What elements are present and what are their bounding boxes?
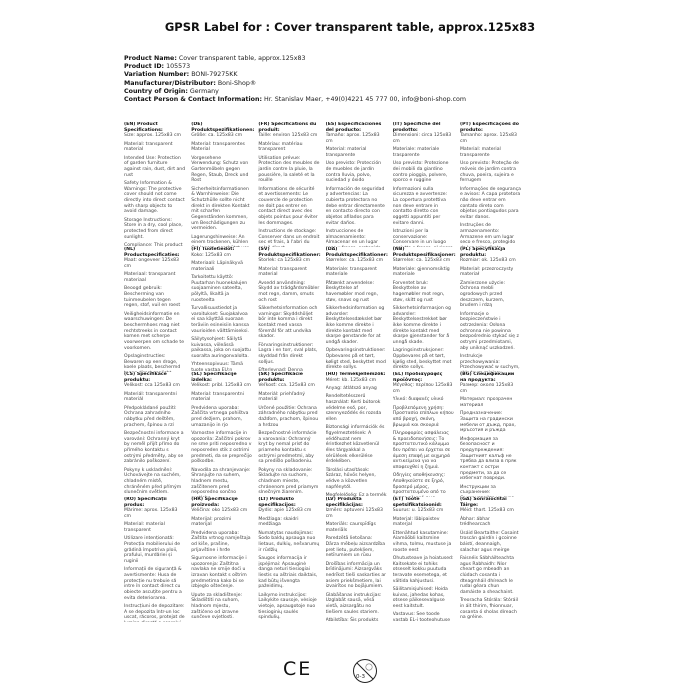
spec-paragraph: Material: material transparente — [325, 147, 367, 159]
spec-paragraph: Uso previsto: Protezione dei mobili da giardino contro pioggia, polvere, sporco e ruggine — [392, 161, 449, 184]
spec-paragraph: Méret: kb. 125x83 cm — [325, 377, 377, 383]
spec-paragraph: Rendeltetésszerű használat: Kerti bútorok védelme eső, por, szennyeződés és rozsda ellen — [325, 394, 382, 422]
spec-paragraph: Ettenähtud kasutamine: Aiamööbli kaitsmine vihma, tolmu, mustuse ja rooste eest — [392, 530, 452, 553]
info-value: Germany — [189, 87, 219, 95]
spec-paragraph: Intended Use: Protection of garden furniture against rain, dust, dirt and rust — [124, 155, 186, 178]
spec-cell — [460, 497, 527, 622]
spec-heading: (HU) Termékjellemzők: — [325, 372, 386, 377]
spec-heading: (LV) Produkta specifikācijas: — [325, 497, 363, 508]
spec-heading: (NB) Produktspesifikasjoner: — [392, 247, 456, 258]
spec-paragraph: Información de seguridad y advertencias: La cubierta protectora no debe entrar directamente en contacto directo con objetos afilados para evitar daños. — [325, 186, 385, 226]
spec-paragraph: Förvaringsinstruktioner: Lagra i en torr, sval plats, skyddad från direkt solljus. — [258, 342, 318, 365]
spec-paragraph: Material: material transparente — [459, 147, 501, 159]
spec-cell — [393, 247, 460, 372]
spec-paragraph: Instrucțiuni de depozitare: A se depozita într-un loc uscat, răcoros, protejat de — [124, 603, 185, 621]
spec-paragraph: Faisnéis Sábháilteachta agus Rabhaidh: Níor cheart go mbeadh an clúdach cosanta i dteagmháil dhíreach le rudaí géara chun damáiste a sheachaint. — [459, 555, 514, 596]
spec-paragraph: Πληροφορίες ασφάλειας & προειδοποιήσεις: Το προστατευτικό κάλυμμα δεν πρέπει να έρχεται σε άμεση επαφή με αιχμηρά αντικείμενα για να αποφευχθεί η ζημιά. — [392, 430, 451, 471]
spec-cell — [326, 122, 393, 247]
spec-paragraph: Utilisation prévue: Protection des meubles de jardin contre la pluie, la poussière, la saleté et la rouille — [258, 155, 320, 184]
spec-paragraph: Izmērs: aptuveni 125x83 cm — [325, 508, 383, 520]
spec-paragraph: Материал: прозрачен материал — [459, 397, 513, 409]
spec-paragraph: Turvallisuustiedot ja varoitukset: Suojakalvoa ei saa käyttää suoraan teräviin esineisiin kanssa vaurioiden välttämiseksi. — [191, 305, 249, 334]
spec-cell — [527, 372, 594, 497]
info-value: 105573 — [166, 63, 191, 71]
spec-paragraph: Информация за безопасност и предупреждения: Защитният калъф не трябва да влиза в пряк контакт с остри предмети, за да се избегнат повреди. — [459, 436, 517, 482]
info-label: Country of Origin: — [124, 87, 188, 95]
page-title: GPSR Label for : Cover transparent table, approx.125x83 — [164, 20, 536, 34]
spec-paragraph: Predviđena uporaba: Zaštita vrtnog namještaja od kiše, prašine, prljavštine i hrđe — [191, 530, 251, 553]
spec-paragraph: Инструкции за съхранение: — [459, 484, 496, 496]
spec-paragraph: Informații de siguranță & avertismente: Husa de protecție nu trebuie să intre în contact direct cu obiecte ascuțite pentru a evita deteriorarea. — [124, 567, 182, 601]
spec-paragraph: Materijal: prozirni materijal — [191, 516, 232, 528]
info-label: Variation Number: — [124, 71, 190, 79]
spec-heading: (GA) Sonraíochtaí Táirge: — [459, 497, 507, 508]
spec-paragraph: Размер: около 125x83 cm — [459, 383, 514, 395]
spec-paragraph: Koko: 125x83 cm — [191, 252, 231, 258]
info-row — [124, 63, 466, 71]
spec-paragraph: Υλικό: διαφανές υλικό — [392, 397, 444, 403]
spec-heading: (LT) Produkto specifikacijos: — [258, 497, 296, 508]
spec-cell — [460, 372, 527, 497]
spec-paragraph: Dydis: apie 125x83 cm — [258, 508, 312, 514]
spec-paragraph: Efterlevnad: Denna — [258, 367, 303, 372]
spec-paragraph: Megfelelőség: Ez a termék — [325, 492, 387, 497]
info-value: Cover transparent table, approx.125x83 — [178, 55, 306, 62]
spec-heading: (EN) Product Specifications: — [124, 122, 163, 133]
spec-paragraph: Οδηγίες αποθήκευσης: Αποθηκεύστε σε ξηρό, δροσερό μέρος, προστατευμένο από το — [392, 473, 446, 496]
product-info — [124, 55, 466, 104]
spec-cell — [527, 122, 594, 247]
spec-paragraph: Bezpečnostní informace a varování: Ochranný kryt by neměl přijít přímo do přímého kontaktu s ostrými předměty, aby se zabránilo poškození. — [124, 430, 184, 465]
info-row — [124, 80, 466, 88]
spec-cell — [258, 372, 325, 497]
spec-paragraph: Material: transparentes Material — [191, 141, 245, 153]
spec-paragraph: Atbilstība: Šis produkts — [325, 617, 379, 622]
spec-paragraph: Predvidena uporaba: Zaščita vrtnega pohištva pred dežjem, prahom, umazanijo in rjo — [191, 405, 249, 428]
info-value: Boni-Shop® — [217, 79, 257, 87]
spec-paragraph: Úsáid Beartaithe: Cosaint troscán gairdín i gcoinne báistí, deannaigh, salachar agus meirge — [459, 530, 519, 553]
spec-heading: (ES) Especificaciones del producto: — [325, 122, 382, 133]
spec-paragraph: Säilytysohjeet: Säilytä kuivassa, viileässä paikassa, joka on suojattu suoralta auringonvalolta. — [191, 336, 251, 359]
spec-cell — [191, 122, 258, 247]
age-warning-text: 0-3 — [356, 674, 365, 680]
spec-cell — [460, 122, 527, 247]
info-row — [124, 71, 466, 79]
spec-cell — [191, 497, 258, 622]
spec-paragraph: Materiale: materiale trasparente — [392, 147, 440, 159]
spec-heading: (DA) Produktspecifikationer: — [325, 247, 388, 258]
spec-paragraph: Compliance: This product — [124, 242, 183, 247]
spec-heading: (HR) Specifikacije proizvoda: — [191, 497, 238, 508]
spec-heading: (NL) Productspecificaties: — [124, 247, 180, 258]
spec-cell — [124, 247, 191, 372]
info-value: BONI-79275KK — [191, 71, 238, 79]
spec-paragraph: Pokyny na skladovanie: Skladujte na suchom, chladnom mieste, chránenom pred priamym slnečným žiarením. — [258, 467, 319, 496]
spec-paragraph: Istruzioni per la conservazione: Conservare in un luogo — [392, 228, 447, 246]
spec-paragraph: Taille: environ 125x83 cm — [258, 133, 318, 139]
spec-cell — [527, 247, 594, 372]
spec-paragraph: Materiał: przezroczysty materiał — [459, 266, 514, 278]
spec-paragraph: Tarkoitettu käyttö: Puutarhan huonekalujen suojaaminen sateelta, pölyltä, likaltä ja ruosteelta — [191, 274, 248, 303]
spec-paragraph: Tamanho: aprox. 125x83 cm — [459, 133, 517, 145]
spec-paragraph: Sigurnosne informacije i upozorenja: Zaštitna navlaka ne smije doći u izravan kontakt s oštrim predmetima kako bi se izbjeglo oštećenje. — [191, 555, 247, 590]
spec-paragraph: Size: approx. 125x83 cm — [124, 133, 181, 139]
spec-paragraph: Treoracha Stórála: Stóráil in áit thirim, fhionnuar, cosanta ó sholas díreach na gréine. — [459, 598, 519, 621]
spec-paragraph: Påtænkt anvendelse: Beskyttelse af havemøbler mod regn, støv, snavs og rust — [325, 280, 379, 303]
info-label: Product ID: — [124, 63, 165, 71]
spec-heading: (PL) Specyfikacja produktu: — [459, 247, 506, 258]
spec-cell — [460, 247, 527, 372]
spec-paragraph: Instrukcje przechowywania: Przechowywać w suchym, — [459, 353, 520, 371]
info-value: Hr. Stanislav Maer, +49(0)4221 45 777 00, info@boni-shop.com — [264, 96, 467, 104]
spec-paragraph: Materiaali: Läpinäkyvä materiaali — [191, 260, 243, 272]
spec-paragraph: Storlek: ca 125x83 cm — [258, 258, 311, 264]
spec-paragraph: Storage Instructions: Store in a dry, cool place, protected from direct sunlight. — [124, 217, 183, 240]
spec-paragraph: Μέγεθος: περίπου 125x83 cm — [392, 383, 453, 395]
spec-paragraph: Velikost: cca 125x83 cm — [124, 383, 180, 389]
spec-paragraph: Glabāšanas instrukcijas: Uzglabāt sausā, vēsā vietā, aizsargātu no tiešiem saules stariem. — [325, 592, 382, 615]
spec-paragraph: Предназначение: Защита на градински мебели от дъжд, прах, мръсотия и ръжда — [459, 411, 516, 434]
spec-paragraph: Safety Information & Warnings: The protective cover should not come directly into direct contact with sharp objects to avoid damage. — [124, 180, 185, 215]
info-row — [124, 96, 466, 104]
spec-paragraph: Materiale: gjennomsiktig materiale — [392, 266, 450, 278]
spec-cell — [393, 497, 460, 622]
spec-cell — [124, 372, 191, 497]
spec-heading: (RO) Specificații produs: — [124, 497, 167, 508]
spec-paragraph: Materiaal: transparant materiaal — [124, 272, 176, 284]
spec-paragraph: Yhteensopivuus: Tämä tuote vastaa EU:n — [191, 362, 243, 372]
age-warning-icon — [352, 658, 378, 684]
certification-marks — [0, 658, 700, 688]
spec-heading: (ET) Toote spetsifikatsioonid: — [392, 497, 442, 508]
spec-paragraph: Utilizare intenționată: Protecția mobilierului de grădină împotriva ploii, prafului, murdăriei și ruginii — [124, 536, 181, 565]
spec-paragraph: Sicherheitsinformationen & Warnhinweise: Die Schutzhülle sollte nicht direkt in direkten Kontakt mit scharfen Gegenständen kommen, um Beschädigungen zu vermeiden. — [191, 186, 250, 232]
spec-cell — [258, 497, 325, 622]
spec-paragraph: Material: transparent material — [124, 141, 173, 153]
spec-paragraph: Materiāls: caurspīdīgs materiāls — [325, 522, 376, 534]
language-spec-grid — [124, 122, 594, 622]
spec-paragraph: Størrelse: ca. 125x83 cm — [392, 258, 451, 264]
spec-paragraph: Drošības informācija un brīdinājumi: Aizsargvāks nedrīkst tieši saskarties ar asiem priekšmetiem, lai izvairītos no bojājumiem. — [325, 561, 387, 590]
spec-paragraph: Pokyny k uskladnění: Uchovávejte na suchém, chladném místě, chráněném před přímým slunečním světlem. — [124, 467, 182, 496]
spec-paragraph: Suurus: u. 125x83 cm — [392, 508, 444, 514]
spec-paragraph: Bezpečnostné informácie a varovania: Ochranný kryt by nemal prísť do priameho kontaktu s ostrými predmetmi, aby sa predišlo poškodeniu. — [258, 430, 317, 465]
spec-heading: (SL) Specifikacije izdelka: — [191, 372, 237, 383]
spec-paragraph: Ábhar: ábhar trédhearcach — [459, 516, 491, 528]
spec-cell — [326, 497, 393, 622]
spec-paragraph: Saugos informacija ir įspėjimai: Apsauginė danga neturi tiesiogiai liestis su aštriais daiktais, kad būtų išvengta pažeidimų. — [258, 555, 318, 590]
info-label: Product Name: — [124, 55, 177, 62]
spec-paragraph: Forventet bruk: Beskyttelse av hagemøbler mot regn, støv, skitt og rust — [392, 280, 445, 303]
spec-paragraph: Materiál: priehľadný materiál — [258, 391, 305, 403]
spec-paragraph: Materiale: transparent materiale — [325, 266, 377, 278]
spec-paragraph: Avsedd användning: Skydd av trädgårdsmöbler mot regn, damm, smuts och rost — [258, 280, 320, 303]
spec-paragraph: Instrucciones de almacenamiento: Almacenar en un lugar — [325, 228, 378, 246]
spec-paragraph: Maat: ongeveer 125x83 cm — [124, 258, 179, 270]
spec-paragraph: Mărime: aprox. 125x83 cm — [124, 508, 178, 520]
spec-heading: (FI) Tuotetiedot: — [191, 247, 235, 252]
spec-paragraph: Matériau: matériau transparent — [258, 141, 303, 153]
spec-paragraph: Lagringsinstruksjoner: Oppbevares på et tørt, kjølig sted, beskyttet mot direkte sollys. — [392, 348, 452, 371]
spec-heading: (DE) Produktspezifikationen: — [191, 122, 255, 133]
spec-paragraph: Opslaginstructies: Bewaren op een droge, koele plaats, beschermd — [124, 353, 181, 371]
spec-paragraph: Größe: ca. 125x83 cm — [191, 133, 243, 139]
spec-paragraph: Rozmiar: ok. 125x83 cm — [459, 258, 516, 264]
spec-cell — [326, 247, 393, 372]
spec-paragraph: Ohutusteave ja hoiatused: Kaitsekate ei tohiks otseselt kokku puutuda teravate esemetega, et vältida kahjustusi. — [392, 555, 454, 584]
spec-paragraph: Předpokládané použití: Ochrana zahradního nábytku před deštěm, prachem, špínou a rzí — [124, 405, 177, 428]
spec-paragraph: Vastavus: See toode vastab EL-i tooteohutuse — [392, 612, 451, 622]
spec-cell — [124, 497, 191, 622]
spec-heading: (SV) Produktspecifikationer: — [258, 247, 321, 258]
spec-paragraph: Velikost: pribl. 125x83 cm — [191, 383, 251, 389]
ce-mark-icon: CE — [283, 658, 313, 680]
spec-heading: (PT) Especificações do produto: — [459, 122, 519, 133]
spec-paragraph: Informacje o bezpieczeństwie i ostrzeżenia: Osłona ochronna nie powinna bezpośrednio stykać się z ostrymi przedmiotami, aby uniknąć uszkodzeń. — [459, 311, 519, 351]
spec-paragraph: Sikkerhedsinformation og advarsler: Beskyttelsesdækslet bør ikke komme direkte i direkte kontakt med skarpe genstande for at undgå skader. — [325, 305, 385, 346]
spec-paragraph: Informazioni sulla sicurezza e avvertenze: La copertura protettiva non deve entrare in contatto diretto con oggetti appuntiti per evitare danni. — [392, 186, 448, 226]
spec-paragraph: Navodila za shranjevanje: Shranjujte na suhem, hladnem mestu, zaščitenem pred neposredno sončno — [191, 467, 251, 496]
spec-heading: (FR) Spécifications du produit: — [258, 122, 317, 133]
info-label: Manufacturer/Distributor: — [124, 79, 216, 87]
info-label: Contact Person & Contact Information: — [124, 96, 262, 104]
spec-cell — [191, 372, 258, 497]
spec-paragraph: Méid: thart. 125x83 cm — [459, 508, 514, 514]
spec-paragraph: Material: material transparent — [124, 522, 165, 534]
spec-paragraph: Instruções de armazenamento: Armazene em um lugar seco e fresco, protegido — [459, 223, 516, 246]
spec-paragraph: Material: transparentni material — [191, 391, 244, 403]
spec-paragraph: Opbevaringsinstruktioner: Opbevares på et tørt, køligt sted, beskyttet mod direkte sollys. — [325, 348, 386, 371]
spec-paragraph: Informações de segurança e avisos: A capa protetora não deve entrar em contato direto com objetos pontiagudos para evitar danos. — [459, 186, 521, 221]
spec-heading: (BG) Спецификации на продукта: — [459, 372, 515, 383]
spec-paragraph: Numatytas naudojimas: Sodo baldų apsauga nuo lietaus, dulkių, nešvarumų ir rūdžių — [258, 530, 320, 553]
spec-cell — [393, 122, 460, 247]
spec-paragraph: Vorgesehene Verwendung: Schutz von Gartenmöbeln gegen Regen, Staub, Dreck und Rost — [191, 155, 249, 184]
spec-cell — [326, 372, 393, 497]
spec-paragraph: Materiál: transparentní materiál — [124, 391, 177, 403]
spec-heading: (IT) Specifiche del prodotto: — [392, 122, 441, 133]
spec-paragraph: Material: transparent material — [258, 266, 307, 278]
spec-paragraph: Προβλεπόμενη χρήση: Προστασία επίπλων κήπου από βροχή, σκόνη, βρωμιά και σκουριά — [392, 405, 454, 428]
spec-paragraph: Veľkosť: cca. 125x83 cm — [258, 383, 315, 389]
spec-paragraph: Tárolási utasítások: Száraz, hűvös helyen, védve a közvetlen napfénytől. — [325, 467, 376, 490]
spec-cell — [393, 372, 460, 497]
spec-paragraph: Medžiaga: skaidri medžiaga — [258, 516, 299, 528]
spec-paragraph: Instructions de stockage: Conserver dans un endroit sec et frais, à l'abri du — [258, 228, 320, 246]
spec-paragraph: Veiligheidsinformatie en waarschuwingen: De beschermhoes mag niet rechtstreeks in contact komen met scherpe voorwerpen om schade te voorkomen. — [124, 311, 185, 351]
spec-paragraph: Informations de sécurité et avertissements: Le couvercle de protection ne doit pas entrer en contact direct avec des objets pointus pour éviter les dommages. — [258, 186, 318, 226]
spec-heading: (CS) Specifikace produktu: — [124, 372, 167, 383]
spec-paragraph: Beoogd gebruik: Bescherming van tuinmeubelen tegen regen, stof, vuil en roest — [124, 286, 181, 309]
spec-paragraph: Säilitamisjuhised: Hoida kuivas, jahedas kohas, otsese päikesevalguse eest kaitstult. — [392, 586, 448, 609]
spec-cell — [124, 122, 191, 247]
spec-paragraph: Uso previsto: Protección de muebles de jardín contra lluvia, polvo, suciedad y óxido — [325, 161, 382, 184]
spec-paragraph: Uso previsto: Proteção de móveis de jardim contra chuva, poeira, sujeira e ferrugem — [459, 161, 519, 184]
spec-heading: (SK) Špecifikácie produktu: — [258, 372, 303, 383]
spec-paragraph: Sikkerhetsinformasjon og advarsler: Beskyttelsestrekket bør ikke komme direkte i direkte kontakt med skarpe gjenstander for å unngå skade. — [392, 305, 451, 346]
spec-paragraph: Størrelse: ca. 125x83 cm — [325, 258, 384, 264]
spec-cell — [258, 122, 325, 247]
spec-heading: (EL) Προδιαγραφές προϊόντος: — [392, 372, 443, 383]
spec-paragraph: Dimensioni: circa 125x83 cm — [392, 133, 452, 145]
spec-cell — [191, 247, 258, 372]
spec-paragraph: Anyag: átlátszó anyag — [325, 385, 377, 391]
info-row — [124, 88, 466, 96]
spec-paragraph: Zamierzone użycie: Ochrona mebli ogrodowych przed deszczem, kurzem, brudem i rdzą — [459, 280, 506, 309]
spec-paragraph: Säkerhetsinformation och varningar: Skyddshöljet bör inte komma i direkt kontakt med vassa föremål för att undvika skador. — [258, 305, 318, 340]
spec-cell — [527, 497, 594, 622]
spec-paragraph: Laikymo instrukcijos: Laikykite sausoje, vėsioje vietoje, apsaugotoje nuo tiesioginių saulės spindulių. — [258, 592, 317, 621]
info-row — [124, 55, 466, 63]
spec-paragraph: Paredzētā lietošana: Dārza mēbeļu aizsardzība pret lietu, putekļiem, netīrumiem un rūsu — [325, 536, 386, 559]
spec-paragraph: Varnostne informacije in opozorila: Zaščitni pokrov ne sme priti neposredno v neposreden stik z ostrimi predmeti, da se preprečijo poškodbe. — [191, 430, 252, 465]
spec-cell — [258, 247, 325, 372]
spec-paragraph: Upute za skladištenje: Skladištiti na suhom, hladnom mjestu, zaštićeno od izravne sunčeve svjetlosti. — [191, 592, 243, 621]
spec-paragraph: Veličina: oko 125x83 cm — [191, 508, 248, 514]
spec-paragraph: Lagerungshinweise: An einem trockenen, kühlen — [191, 234, 249, 246]
spec-paragraph: Biztonsági információk és figyelmeztetések: A védőhuzat nem érintkezhet közvetlenül éles tárgyakkal a sérülések elkerülése érdekében. — [325, 425, 385, 465]
spec-paragraph: Tamaño: aprox. 125x83 cm — [325, 133, 380, 145]
spec-paragraph: Určené použitie: Ochrana záhradného nábytku pred dažďom, prachom, špinou a hrdzou — [258, 405, 319, 428]
spec-paragraph: Materjal: läbipaistev materjal — [392, 516, 440, 528]
